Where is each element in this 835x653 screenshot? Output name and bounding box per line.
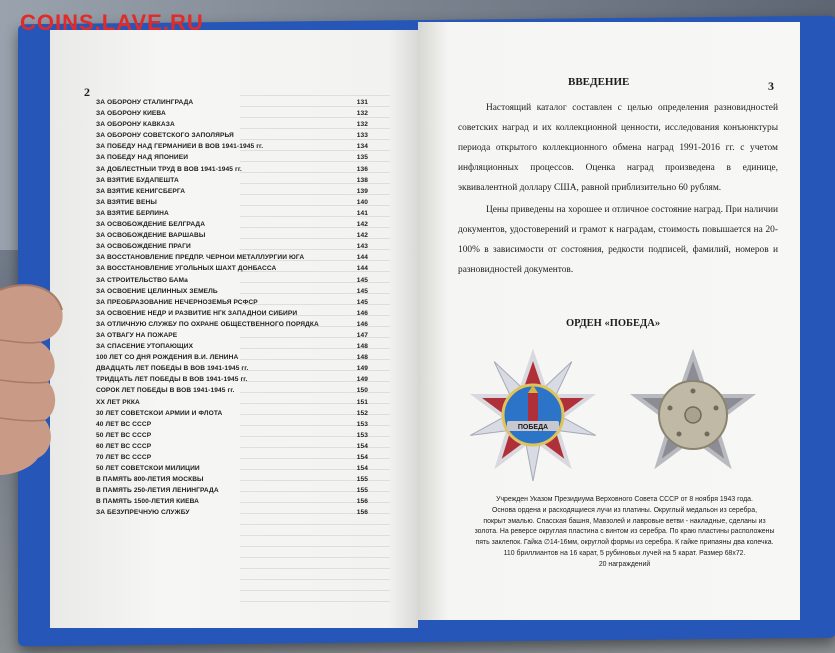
- toc-entry-title: ЗА СТРОИТЕЛЬСТВО БАМа: [96, 276, 188, 284]
- toc-entry-page: 148: [356, 354, 368, 362]
- toc-entry: [96, 232, 368, 243]
- toc-entry-title: ЗА ВЗЯТИЕ БУДАПЕШТА: [96, 176, 179, 184]
- toc-entry-title: ЗА БЕЗУПРЕЧНУЮ СЛУЖБУ: [96, 509, 190, 517]
- toc-entry-page: 155: [356, 487, 368, 495]
- toc-entry: [96, 443, 368, 454]
- toc-entry-page: 145: [356, 287, 368, 295]
- toc-entry: [96, 177, 368, 188]
- toc-entry-title: ЗА СПАСЕНИЕ УТОПАЮЩИХ: [96, 343, 194, 351]
- ribbon-text: ПОБЕДА: [517, 424, 549, 431]
- intro-paragraph-2: Цены приведены на хорошее и отличное состояние наград. При наличии документов, удостоверений и грамот к наградам, стоимость повышается на 20-100% в зависимости от состояния, редкости подписей, фамилий, номеров и разновидностей документов.: [458, 205, 778, 275]
- toc-entry: [96, 265, 368, 276]
- page-number-right: 3: [768, 79, 774, 93]
- toc-entry-page: 142: [356, 221, 368, 229]
- toc-entry-title: ЗА ОБОРОНУ КИЕВА: [96, 110, 166, 118]
- toc-entry: [96, 132, 368, 143]
- toc-entry-page: 144: [356, 254, 368, 262]
- toc-entry-title: 70 ЛЕТ ВС СССР: [96, 454, 152, 461]
- caption-line: Учрежден Указом Президиума Верховного Совета СССР от 8 ноября 1943 года.: [496, 496, 753, 503]
- toc-entry: [96, 410, 368, 421]
- toc-entry: [96, 143, 368, 154]
- toc-entry-title: 40 ЛЕТ ВС СССР: [96, 420, 152, 428]
- toc-entry-page: 139: [356, 187, 368, 195]
- toc-entry-page: 146: [356, 320, 368, 328]
- toc-entry-page: 154: [356, 454, 368, 461]
- toc-entry-page: 150: [356, 387, 368, 395]
- toc-entry: [96, 154, 368, 165]
- toc-entry-title: 50 ЛЕТ СОВЕТСКОЙ МИЛИЦИИ: [96, 465, 200, 473]
- toc-entry: [96, 299, 368, 310]
- toc-entry-page: 156: [356, 509, 368, 517]
- toc-entry-title: ТРИДЦАТЬ ЛЕТ ПОБЕДЫ В ВОВ 1941-1945 гг.: [96, 376, 248, 384]
- toc-entry-title: ЗА ОСВОБОЖДЕНИЕ ВАРШАВЫ: [96, 232, 206, 240]
- toc-entry: [96, 277, 368, 288]
- caption-line: пять заклепок. Гайка ∅14-16мм, округлой формы из серебра. К гайке припаяны два колечка.: [475, 539, 774, 547]
- toc-entry: [96, 365, 368, 376]
- toc-entry-page: 155: [356, 476, 368, 484]
- toc-entry: [96, 288, 368, 299]
- toc-entry-title: ЗА ОСВОБОЖДЕНИЕ БЕЛГРАДА: [96, 221, 206, 229]
- toc-entry: [96, 210, 368, 221]
- toc-entry: [96, 221, 368, 232]
- caption-line: Основа ордена и расходящиеся лучи из платины. Округлый медальон из серебра,: [492, 506, 757, 514]
- toc-entry-title: XX ЛЕТ РККА: [96, 398, 140, 406]
- toc-entry-page: 151: [356, 398, 368, 406]
- toc-entry-title: 30 ЛЕТ СОВЕТСКОЙ АРМИИ И ФЛОТА: [96, 409, 223, 417]
- toc-entry-page: 132: [356, 121, 368, 129]
- introduction-text: [458, 98, 778, 282]
- toc-entry: [96, 476, 368, 487]
- toc-entry-title: ЗА ОБОРОНУ КАВКАЗА: [96, 121, 175, 129]
- toc-entry-page: 148: [356, 343, 368, 351]
- toc-entry: [96, 421, 368, 432]
- toc-entry: [96, 321, 368, 332]
- toc-entry-page: 154: [356, 465, 368, 473]
- toc-entry-title: ЗА ОСВОБОЖДЕНИЕ ПРАГИ: [96, 243, 191, 251]
- toc-entry: [96, 387, 368, 398]
- toc-entry-title: В ПАМЯТЬ 1500-ЛЕТИЯ КИЕВА: [96, 498, 200, 506]
- toc-entry-page: 145: [356, 276, 368, 284]
- toc-entry-title: В ПАМЯТЬ 800-ЛЕТИЯ МОСКВЫ: [96, 476, 204, 484]
- toc-entry-title: ЗА ОСВОЕНИЕ ЦЕЛИННЫХ ЗЕМЕЛЬ: [96, 287, 218, 295]
- toc-entry: [96, 465, 368, 476]
- toc-entry-title: ЗА ОТВАГУ НА ПОЖАРЕ: [96, 331, 178, 339]
- toc-entry: [96, 254, 368, 265]
- toc-entry-page: 145: [356, 298, 368, 306]
- toc-entry: [96, 243, 368, 254]
- chapter-title: ВВЕДЕНИЕ: [568, 76, 630, 88]
- toc-entry-page: 149: [356, 365, 368, 373]
- toc-entry-page: 134: [356, 143, 368, 151]
- toc-entry-title: 60 ЛЕТ ВС СССР: [96, 442, 152, 450]
- toc-entry-page: 154: [356, 442, 368, 450]
- order-victory-obverse-image: [458, 340, 608, 490]
- caption-line: 110 бриллиантов на 16 карат, 5 рубиновых лучей на 5 карат. Размер 68х72.: [503, 549, 746, 557]
- toc-entry-title: ЗА ПОБЕДУ НАД ЯПОНИЕЙ: [96, 154, 189, 162]
- toc-entry-page: 156: [356, 498, 368, 506]
- toc-entry-title: ЗА ПРЕОБРАЗОВАНИЕ НЕЧЕРНОЗЕМЬЯ РСФСР: [96, 298, 258, 306]
- toc-entry: [96, 121, 368, 132]
- toc-entry-page: 132: [356, 110, 368, 118]
- toc-entry-title: ЗА ВЗЯТИЕ БЕРЛИНА: [96, 209, 169, 217]
- toc-entry-page: 133: [356, 132, 368, 140]
- toc-entry-page: 146: [356, 309, 368, 317]
- toc-entry-title: 100 ЛЕТ СО ДНЯ РОЖДЕНИЯ В.И. ЛЕНИНА: [96, 354, 239, 362]
- toc-entry-title: ЗА ДОБЛЕСТНЫЙ ТРУД В ВОВ 1941-1945 гг.: [96, 165, 242, 173]
- toc-entry-page: 138: [356, 176, 368, 184]
- toc-entry: [96, 454, 368, 465]
- toc-entry-page: 153: [356, 420, 368, 428]
- toc-entry: [96, 99, 368, 110]
- toc-entry-title: ЗА ОБОРОНУ СТАЛИНГРАДА: [96, 99, 194, 106]
- toc-entry-title: ЗА ВЗЯТИЕ КЕНИГСБЕРГА: [96, 187, 186, 195]
- order-victory-reverse-image: [618, 340, 768, 490]
- toc-entry-title: ЗА ВОССТАНОВЛЕНИЕ ПРЕДПР. ЧЕРНОЙ МЕТАЛЛУРГИИ ЮГА: [96, 254, 305, 262]
- toc-entry: [96, 432, 368, 443]
- toc-entry: [96, 188, 368, 199]
- toc-entry-title: ЗА ОТЛИЧНУЮ СЛУЖБУ ПО ОХРАНЕ ОБЩЕСТВЕННОГО ПОРЯДКА: [96, 320, 319, 328]
- caption-line: 20 награждений: [598, 560, 651, 568]
- toc-entry-page: 142: [356, 232, 368, 240]
- toc-entry-page: 131: [356, 99, 368, 106]
- toc-entry: [96, 110, 368, 121]
- right-page: [418, 22, 800, 620]
- toc-entry: [96, 399, 368, 410]
- caption-line: золота. На реверсе округлая пластина с винтом из серебра. По краю пластины расположены: [474, 528, 775, 536]
- order-title: ОРДЕН «ПОБЕДА»: [566, 318, 661, 329]
- screw-nut: [685, 407, 701, 423]
- toc-entry-page: 136: [356, 165, 368, 173]
- toc-entry-page: 140: [356, 198, 368, 206]
- toc-entry-page: 141: [356, 209, 368, 217]
- toc-entry-title: ЗА ПОБЕДУ НАД ГЕРМАНИЕЙ В ВОВ 1941-1945 гг.: [96, 143, 264, 151]
- toc-entry-page: 147: [356, 331, 368, 339]
- toc-entry-page: 143: [356, 243, 368, 251]
- spasskaya-tower: [528, 393, 538, 423]
- toc-entry-page: 144: [356, 265, 368, 273]
- toc-entry-title: В ПАМЯТЬ 250-ЛЕТИЯ ЛЕНИНГРАДА: [96, 487, 219, 495]
- toc-entry-title: СОРОК ЛЕТ ПОБЕДЫ В ВОВ 1941-1945 гг.: [96, 387, 235, 395]
- watermark: COINS.LAVE.RU: [20, 10, 204, 35]
- toc-entry-title: ДВАДЦАТЬ ЛЕТ ПОБЕДЫ В ВОВ 1941-1945 гг.: [96, 365, 249, 373]
- order-caption: [472, 495, 777, 571]
- toc-entry-page: 149: [356, 376, 368, 384]
- toc-entry-page: 153: [356, 431, 368, 439]
- caption-line: покрыт эмалью. Спасская башня, Мавзолей и лавровые ветви - накладные, сделаны из: [483, 517, 766, 525]
- toc-entry-page: 152: [356, 409, 368, 417]
- toc-entry: [96, 199, 368, 210]
- toc-entry-title: ЗА ВОССТАНОВЛЕНИЕ УГОЛЬНЫХ ШАХТ ДОНБАССА: [96, 265, 277, 273]
- table-of-contents: [96, 99, 368, 521]
- left-page: [50, 30, 418, 628]
- hand: [0, 270, 70, 510]
- toc-entry: [96, 498, 368, 509]
- toc-entry-page: 135: [356, 154, 368, 162]
- toc-entry: [96, 487, 368, 498]
- toc-entry-title: ЗА ОБОРОНУ СОВЕТСКОГО ЗАПОЛЯРЬЯ: [96, 132, 234, 140]
- toc-entry-title: ЗА ОСВОЕНИЕ НЕДР И РАЗВИТИЕ НГК ЗАПАДНОЙ СИБИРИ: [96, 309, 298, 317]
- toc-entry: [96, 343, 368, 354]
- toc-entry-title: ЗА ВЗЯТИЕ ВЕНЫ: [96, 198, 157, 206]
- toc-entry: [96, 354, 368, 365]
- toc-entry: [96, 509, 368, 520]
- toc-entry: [96, 310, 368, 321]
- intro-paragraph-1: Настоящий каталог составлен с целью определения разновидностей советских наград и их коллекционной ценности, исследования конъюнктуры периода открытого коллекционного обмена наград 1991-2016 гг. с учетом инфляционных процессов. Оценка наград произведена в единице, эквивалентной доллару США, равной приблизительно 60 рублям.: [458, 103, 778, 193]
- toc-entry: [96, 166, 368, 177]
- toc-entry: [96, 332, 368, 343]
- page-number-left: 2: [84, 85, 90, 99]
- toc-entry-title: 50 ЛЕТ ВС СССР: [96, 431, 152, 439]
- toc-entry: [96, 376, 368, 387]
